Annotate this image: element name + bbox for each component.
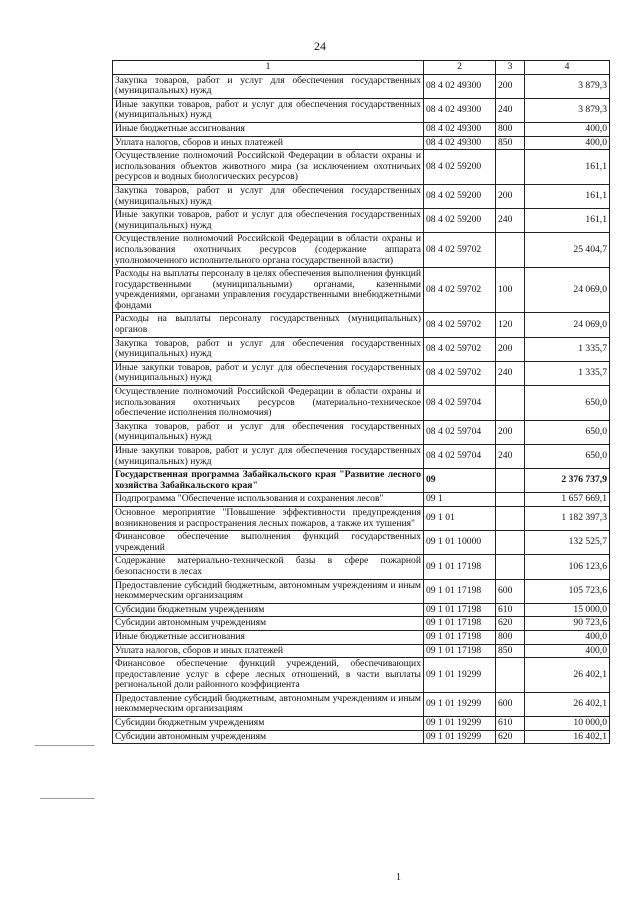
- table-row: [113, 136, 610, 150]
- row-amount-cell: 26 402,1: [525, 692, 610, 716]
- row-vr-cell: [496, 150, 525, 185]
- table-row: [113, 74, 610, 98]
- row-amount-cell: 650,0: [525, 445, 610, 469]
- row-name-cell: Предоставление субсидий бюджетным, автономным учреждениям и иным некоммерческим организациям: [113, 579, 424, 603]
- row-name-cell: Иные бюджетные ассигнования: [113, 630, 424, 644]
- row-amount-cell: 161,1: [525, 184, 610, 208]
- row-amount-cell: 3 879,3: [525, 98, 610, 122]
- row-vr-cell: 200: [496, 184, 525, 208]
- row-amount-cell: 400,0: [525, 122, 610, 136]
- table-body: [113, 74, 610, 744]
- row-vr-cell: [496, 469, 525, 493]
- row-name-cell: Уплата налогов, сборов и иных платежей: [113, 644, 424, 658]
- row-amount-cell: 400,0: [525, 644, 610, 658]
- row-amount-cell: 15 000,0: [525, 603, 610, 617]
- table-row: [113, 150, 610, 185]
- row-amount-cell: 16 402,1: [525, 730, 610, 744]
- row-code-cell: 09 1 01 17198: [424, 579, 496, 603]
- row-code-cell: 09 1 01 17198: [424, 603, 496, 617]
- table-row: [113, 337, 610, 361]
- table-row: [113, 122, 610, 136]
- row-vr-cell: 620: [496, 617, 525, 631]
- row-vr-cell: 800: [496, 122, 525, 136]
- row-code-cell: 08 4 02 49300: [424, 122, 496, 136]
- row-vr-cell: [496, 531, 525, 555]
- row-amount-cell: 650,0: [525, 420, 610, 444]
- row-code-cell: 08 4 02 59702: [424, 233, 496, 268]
- row-amount-cell: 106 123,6: [525, 555, 610, 579]
- table-row: [113, 493, 610, 507]
- table-header-row: [113, 61, 610, 75]
- row-name-cell: Финансовое обеспечение выполнения функций государственных учреждений: [113, 531, 424, 555]
- table-row: [113, 730, 610, 744]
- row-code-cell: 08 4 02 49300: [424, 136, 496, 150]
- row-name-cell: Подпрограмма "Обеспечение использования и сохранения лесов": [113, 493, 424, 507]
- table-row: [113, 658, 610, 693]
- table-row: [113, 184, 610, 208]
- row-name-cell: Расходы на выплаты персоналу в целях обеспечения выполнения функций государственными (муниципальными) органами, казенными учреждениями, органами управления государственными внебюджетными фондами: [113, 268, 424, 313]
- row-code-cell: 08 4 02 49300: [424, 74, 496, 98]
- row-name-cell: Субсидии бюджетным учреждениям: [113, 603, 424, 617]
- row-code-cell: 09 1 01 19299: [424, 658, 496, 693]
- row-name-cell: Осуществление полномочий Российской Федерации в области охраны и использования охотничьих ресурсов (материально-техническое обеспечение исполнения полномочия): [113, 386, 424, 421]
- row-code-cell: 09 1 01 19299: [424, 730, 496, 744]
- table-row: [113, 555, 610, 579]
- margin-scan-line: [35, 745, 95, 746]
- row-vr-cell: 240: [496, 445, 525, 469]
- row-code-cell: 09 1 01 19299: [424, 717, 496, 731]
- row-vr-cell: 120: [496, 313, 525, 337]
- row-amount-cell: 2 376 737,9: [525, 469, 610, 493]
- row-code-cell: 09 1 01: [424, 506, 496, 530]
- table-row: [113, 469, 610, 493]
- row-code-cell: 08 4 02 59702: [424, 361, 496, 385]
- row-vr-cell: [496, 386, 525, 421]
- header-col-code: 2: [424, 61, 496, 75]
- table-row: [113, 644, 610, 658]
- table-row: [113, 531, 610, 555]
- row-name-cell: Субсидии бюджетным учреждениям: [113, 717, 424, 731]
- table-row: [113, 420, 610, 444]
- footer-mark: 1: [396, 872, 401, 883]
- row-code-cell: 08 4 02 59200: [424, 150, 496, 185]
- row-name-cell: Иные бюджетные ассигнования: [113, 122, 424, 136]
- row-code-cell: 09 1 01 10000: [424, 531, 496, 555]
- row-code-cell: 09 1 01 17198: [424, 617, 496, 631]
- table-row: [113, 268, 610, 313]
- row-vr-cell: 600: [496, 692, 525, 716]
- row-vr-cell: [496, 555, 525, 579]
- row-name-cell: Закупка товаров, работ и услуг для обеспечения государственных (муниципальных) нужд: [113, 184, 424, 208]
- row-vr-cell: 600: [496, 579, 525, 603]
- row-code-cell: 09 1 01 17198: [424, 555, 496, 579]
- row-name-cell: Закупка товаров, работ и услуг для обеспечения государственных (муниципальных) нужд: [113, 337, 424, 361]
- row-name-cell: Содержание материально-технической базы в сфере пожарной безопасности в лесах: [113, 555, 424, 579]
- table-row: [113, 630, 610, 644]
- row-name-cell: Субсидии автономным учреждениям: [113, 617, 424, 631]
- row-vr-cell: 240: [496, 361, 525, 385]
- row-name-cell: Расходы на выплаты персоналу государственных (муниципальных) органов: [113, 313, 424, 337]
- row-amount-cell: 105 723,6: [525, 579, 610, 603]
- row-name-cell: Уплата налогов, сборов и иных платежей: [113, 136, 424, 150]
- row-vr-cell: 200: [496, 337, 525, 361]
- budget-table: [112, 60, 610, 744]
- row-amount-cell: 10 000,0: [525, 717, 610, 731]
- row-vr-cell: 850: [496, 644, 525, 658]
- table-row: [113, 313, 610, 337]
- row-amount-cell: 1 182 397,3: [525, 506, 610, 530]
- margin-scan-line: [40, 798, 95, 799]
- table-row: [113, 233, 610, 268]
- row-code-cell: 09 1 01 17198: [424, 630, 496, 644]
- row-name-cell: Иные закупки товаров, работ и услуг для обеспечения государственных (муниципальных) нужд: [113, 361, 424, 385]
- row-code-cell: 08 4 02 59702: [424, 337, 496, 361]
- row-amount-cell: 132 525,7: [525, 531, 610, 555]
- row-vr-cell: 200: [496, 420, 525, 444]
- row-name-cell: Субсидии автономным учреждениям: [113, 730, 424, 744]
- table-row: [113, 603, 610, 617]
- row-name-cell: Осуществление полномочий Российской Федерации в области охраны и использования объектов животного мира (за исключением охотничьих ресурсов и водных биологических ресурсов): [113, 150, 424, 185]
- table-row: [113, 386, 610, 421]
- row-name-cell: Иные закупки товаров, работ и услуг для обеспечения государственных (муниципальных) нужд: [113, 209, 424, 233]
- table-row: [113, 692, 610, 716]
- row-name-cell: Закупка товаров, работ и услуг для обеспечения государственных (муниципальных) нужд: [113, 420, 424, 444]
- row-amount-cell: 161,1: [525, 150, 610, 185]
- table-row: [113, 361, 610, 385]
- row-vr-cell: [496, 658, 525, 693]
- row-code-cell: 09 1: [424, 493, 496, 507]
- row-name-cell: Предоставление субсидий бюджетным, автономным учреждениям и иным некоммерческим организациям: [113, 692, 424, 716]
- row-amount-cell: 400,0: [525, 136, 610, 150]
- row-amount-cell: 650,0: [525, 386, 610, 421]
- row-code-cell: 08 4 02 59200: [424, 184, 496, 208]
- row-code-cell: 09 1 01 17198: [424, 644, 496, 658]
- row-name-cell: Государственная программа Забайкальского края "Развитие лесного хозяйства Забайкальского края": [113, 469, 424, 493]
- row-vr-cell: 610: [496, 717, 525, 731]
- row-code-cell: 08 4 02 59702: [424, 313, 496, 337]
- row-amount-cell: 1 335,7: [525, 361, 610, 385]
- table-row: [113, 209, 610, 233]
- row-code-cell: 09 1 01 19299: [424, 692, 496, 716]
- row-vr-cell: 800: [496, 630, 525, 644]
- row-name-cell: Осуществление полномочий Российской Федерации в области охраны и использования охотничьих ресурсов (содержание аппарата уполномоченного исполнительного органа государственной власти): [113, 233, 424, 268]
- table-row: [113, 717, 610, 731]
- page-number: 24: [314, 39, 326, 53]
- row-amount-cell: 400,0: [525, 630, 610, 644]
- row-amount-cell: 161,1: [525, 209, 610, 233]
- header-col-name: 1: [113, 61, 424, 75]
- row-code-cell: 08 4 02 59702: [424, 268, 496, 313]
- row-vr-cell: 240: [496, 98, 525, 122]
- row-code-cell: 08 4 02 59200: [424, 209, 496, 233]
- row-vr-cell: [496, 493, 525, 507]
- row-name-cell: Закупка товаров, работ и услуг для обеспечения государственных (муниципальных) нужд: [113, 74, 424, 98]
- row-name-cell: Финансовое обеспечение функций учреждений, обеспечивающих предоставление услуг в сфере лесных отношений, в части выплаты региональной доли районного коэффициента: [113, 658, 424, 693]
- row-vr-cell: [496, 506, 525, 530]
- row-amount-cell: 1 335,7: [525, 337, 610, 361]
- row-code-cell: 08 4 02 59704: [424, 420, 496, 444]
- row-code-cell: 08 4 02 59704: [424, 445, 496, 469]
- row-amount-cell: 90 723,6: [525, 617, 610, 631]
- row-vr-cell: 850: [496, 136, 525, 150]
- row-amount-cell: 24 069,0: [525, 313, 610, 337]
- row-amount-cell: 3 879,3: [525, 74, 610, 98]
- row-amount-cell: 1 657 669,1: [525, 493, 610, 507]
- row-amount-cell: 24 069,0: [525, 268, 610, 313]
- row-code-cell: 08 4 02 59704: [424, 386, 496, 421]
- row-vr-cell: 100: [496, 268, 525, 313]
- table-row: [113, 617, 610, 631]
- table-row: [113, 579, 610, 603]
- table-row: [113, 98, 610, 122]
- row-name-cell: Основное мероприятие "Повышение эффективности предупреждения возникновения и распространения лесных пожаров, а также их тушения": [113, 506, 424, 530]
- row-vr-cell: 610: [496, 603, 525, 617]
- row-amount-cell: 25 404,7: [525, 233, 610, 268]
- row-vr-cell: 620: [496, 730, 525, 744]
- row-code-cell: 08 4 02 49300: [424, 98, 496, 122]
- row-name-cell: Иные закупки товаров, работ и услуг для обеспечения государственных (муниципальных) нужд: [113, 98, 424, 122]
- table-row: [113, 445, 610, 469]
- header-col-vr: 3: [496, 61, 525, 75]
- row-name-cell: Иные закупки товаров, работ и услуг для обеспечения государственных (муниципальных) нужд: [113, 445, 424, 469]
- row-code-cell: 09: [424, 469, 496, 493]
- row-vr-cell: 200: [496, 74, 525, 98]
- row-amount-cell: 26 402,1: [525, 658, 610, 693]
- header-col-amount: 4: [525, 61, 610, 75]
- row-vr-cell: [496, 233, 525, 268]
- row-vr-cell: 240: [496, 209, 525, 233]
- table-row: [113, 506, 610, 530]
